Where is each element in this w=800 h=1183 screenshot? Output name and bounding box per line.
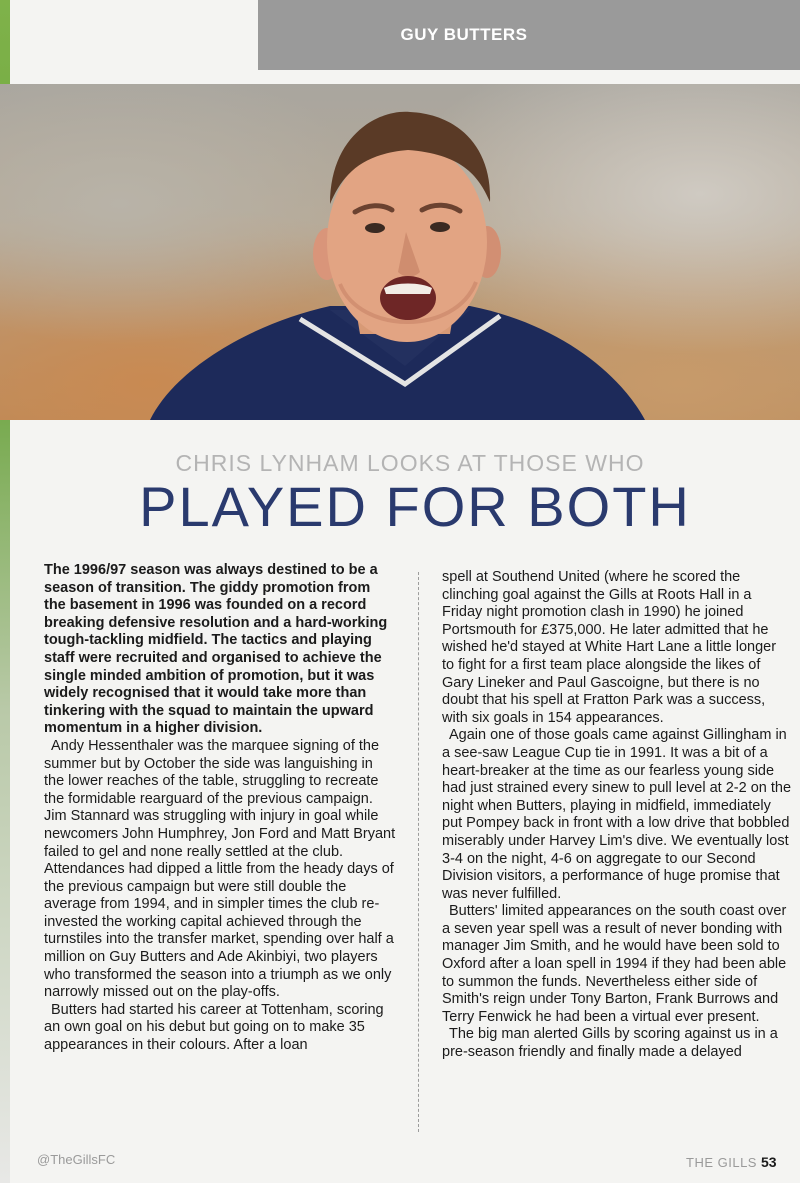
article-column-left (44, 562, 396, 1055)
footer-magazine (686, 1154, 777, 1170)
article-paragraph: spell at Southend United (where he scored the clinching goal against the Gills at Roots Hall in a Friday night promotion clash in 1990) he joined Portsmouth for £375,000. He later admitted that he wished he'd stayed at White Hart Lane a little longer to fight for a first team place alongside the likes of Gary Lineker and Paul Gascoigne, but there is no doubt that his spell at Fratton Park was a success, with six goals in 154 appearances. (442, 569, 777, 726)
article-column-right (442, 569, 792, 1062)
article-kicker: CHRIS LYNHAM LOOKS AT THOSE WHO (175, 450, 645, 476)
player-photo-illustration (0, 84, 800, 420)
article-paragraph: The big man alerted Gills by scoring against us in a pre-season friendly and finally made a delayed (442, 1026, 778, 1061)
article-paragraph: Butters' limited appearances on the south coast over a seven year spell was a result of never bonding with manager Jim Smith, and he would have been sold to Oxford after a loan spell in 1994 if they had been able to summon the funds. Nevertheless either side of Smith's reign under Tony Barton, Frank Burrows and Terry Fenwick he had been a virtual ever present. (442, 903, 787, 1025)
page-number: 53 (760, 1154, 777, 1170)
article-paragraph: Again one of those goals came against Gillingham in a see-saw League Cup tie in 1991. It was a bit of a heart-breaker at the time as our fearless young side had just strained every sinew to pull level at 2-2 on the night when Butters, playing in midfield, immediately put Pompey back in front with a low drive that bobbled miserably under Harvey Lim's dive. We eventually lost 3-4 on the night, 4-6 on aggregate to our Second Division visitors, a performance of huge promise that was never fulfilled. (442, 727, 792, 902)
player-photo (0, 84, 800, 420)
footer-social-handle: @TheGillsFC (37, 1152, 116, 1167)
article-paragraph: Butters had started his career at Tottenham, scoring an own goal on his debut but going on to make 35 appearances in their colours. After a loan (44, 1001, 384, 1054)
footer-magazine-name: THE GILLS (686, 1155, 757, 1170)
article-lead-paragraph: The 1996/97 season was always destined to be a season of transition. The giddy promotion from the basement in 1996 was founded on a record breaking defensive resolution and a hard-working tough-tackling midfield. The tactics and playing staff were recruited and organised to achieve the single minded ambition of promotion, but it was widely recognised that it would take more than tinkering with the squad to maintain the upward momentum in a higher division. (44, 562, 388, 737)
article-headline: PLAYED FOR BOTH (139, 475, 691, 538)
section-tab-label: GUY BUTTERS (400, 25, 528, 44)
article-paragraph: Andy Hessenthaler was the marquee signing of the summer but by October the side was languishing in the lower reaches of the table, struggling to recreate the formidable rearguard of the previous campaign. Jim Stannard was struggling with injury in goal while newcomers John Humphrey, Jon Ford and Matt Bryant failed to gel and none really settled at the club. Attendances had dipped a little from the heady days of the previous campaign but were still double the average from 1994, and in simpler times the club re-invested the working capital achieved through the turnstiles into the transfer market, spending over half a million on Guy Butters and Ade Akinbiyi, two players who transformed the season into a triumph as we only narrowly missed out on the play-offs. (44, 737, 396, 1001)
column-divider (418, 572, 419, 1132)
section-tab (258, 0, 800, 70)
